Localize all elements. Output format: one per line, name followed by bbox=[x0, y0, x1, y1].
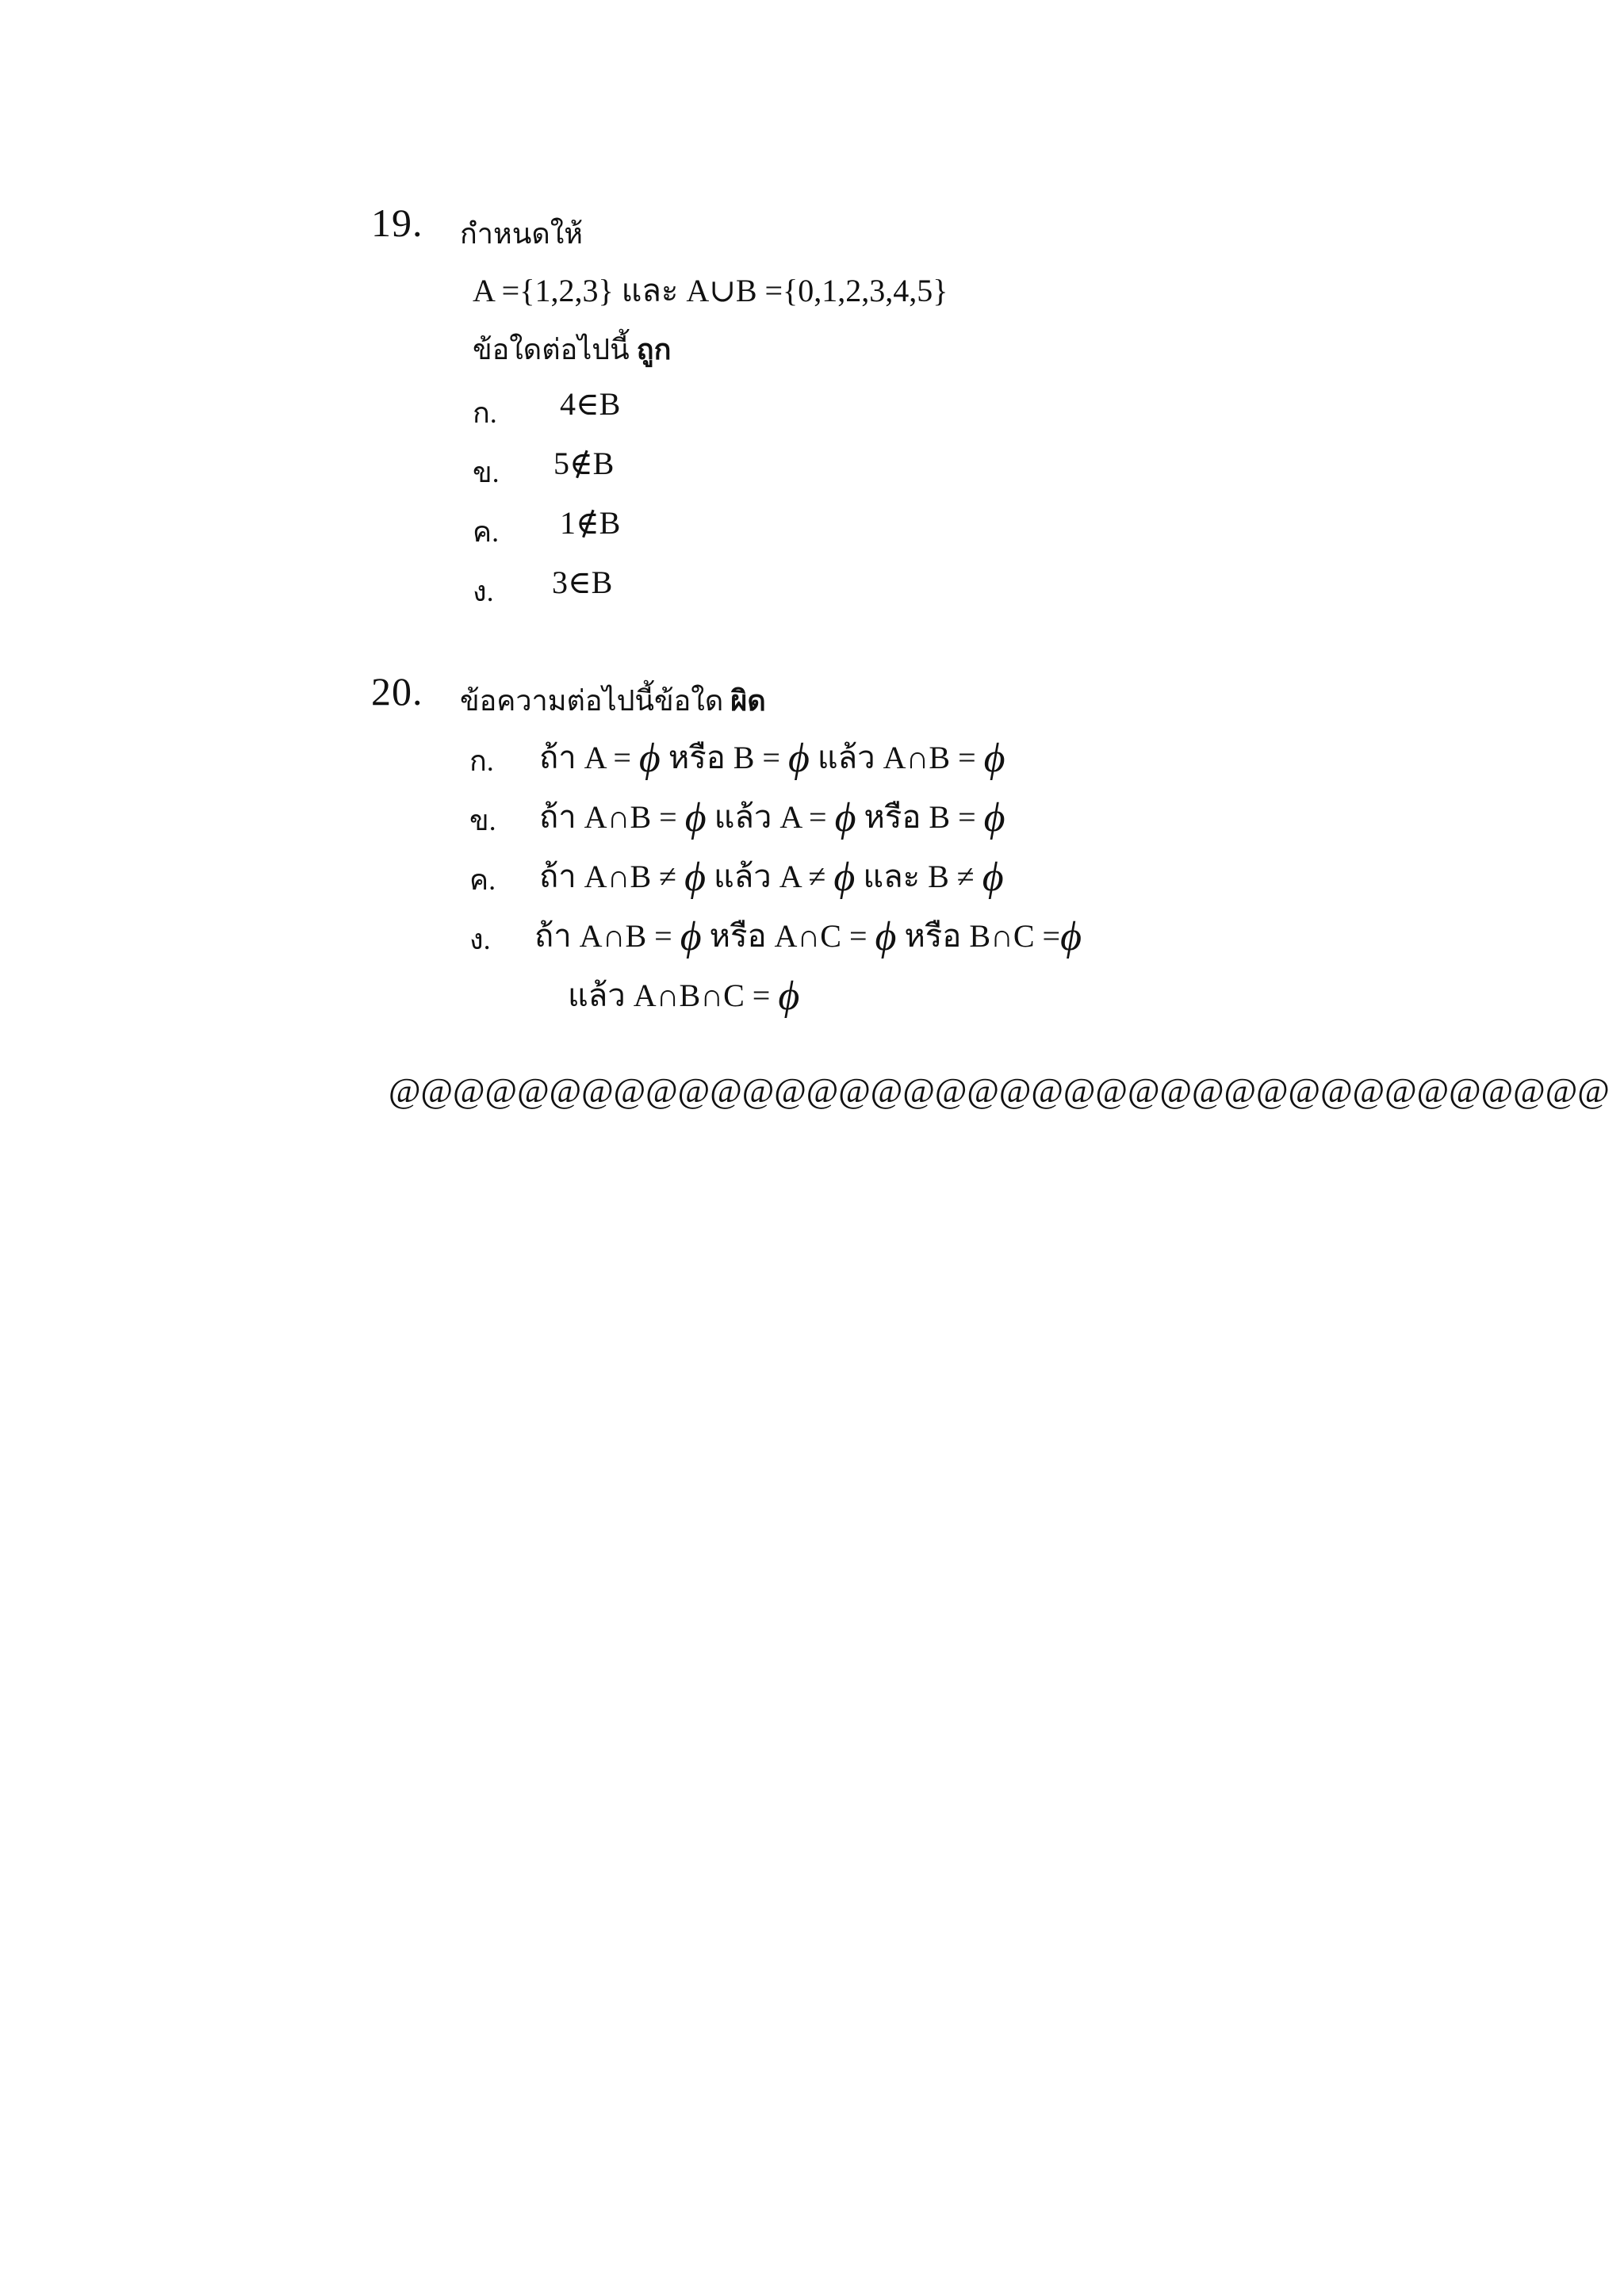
question-stem bbox=[460, 678, 766, 723]
option-text: ถ้า A∩B ≠ ϕ แล้ว A ≠ ϕ และ B ≠ ϕ bbox=[539, 855, 1004, 900]
prompt-text: ข้อใดต่อไปนี้ bbox=[473, 334, 630, 365]
option-label: ค. bbox=[469, 864, 496, 896]
given-statement: A ={1,2,3} และ A∪B ={0,1,2,3,4,5} bbox=[473, 273, 948, 308]
footer-separator: @@@@@@@@@@@@@@@@@@@@@@@@@@@@@@@@@@@@@@ bbox=[389, 1071, 1610, 1110]
empty-set-symbol: ϕ bbox=[638, 736, 661, 781]
empty-set-symbol: ϕ bbox=[684, 855, 707, 900]
empty-set-symbol: ϕ bbox=[680, 914, 702, 959]
option-text: 3∈B bbox=[552, 564, 613, 600]
option-continuation: แล้ว A∩B∩C = ϕ bbox=[568, 974, 800, 1019]
question-number: 20. bbox=[371, 669, 423, 714]
option-label: ง. bbox=[473, 576, 494, 607]
stem-emphasis: ผิด bbox=[730, 685, 766, 717]
empty-set-symbol: ϕ bbox=[982, 855, 1004, 900]
question-19 bbox=[371, 200, 1323, 612]
question-prompt bbox=[473, 327, 671, 372]
empty-set-symbol: ϕ bbox=[833, 855, 856, 900]
option-text: 1∉B bbox=[560, 505, 621, 541]
option-label: ก. bbox=[473, 397, 497, 429]
empty-set-symbol: ϕ bbox=[875, 914, 897, 959]
empty-set-symbol: ϕ bbox=[684, 795, 707, 840]
option-text: ถ้า A∩B = ϕ หรือ A∩C = ϕ หรือ B∩C =ϕ bbox=[534, 914, 1082, 959]
option-label: ก. bbox=[469, 745, 494, 777]
empty-set-symbol: ϕ bbox=[983, 736, 1005, 781]
option-text: ถ้า A∩B = ϕ แล้ว A = ϕ หรือ B = ϕ bbox=[539, 795, 1005, 840]
option-text: ถ้า A = ϕ หรือ B = ϕ แล้ว A∩B = ϕ bbox=[539, 736, 1005, 781]
stem-text: ข้อความต่อไปนี้ข้อใด bbox=[460, 685, 724, 717]
option-label: ข. bbox=[473, 457, 500, 488]
prompt-emphasis: ถูก bbox=[636, 334, 672, 365]
question-stem: กำหนดให้ bbox=[460, 218, 584, 250]
empty-set-symbol: ϕ bbox=[834, 795, 856, 840]
option-text: 4∈B bbox=[560, 386, 621, 422]
option-label: ง. bbox=[469, 924, 491, 955]
empty-set-symbol: ϕ bbox=[983, 795, 1005, 840]
question-20 bbox=[371, 668, 1402, 1017]
question-number: 19. bbox=[371, 201, 423, 245]
empty-set-symbol: ϕ bbox=[778, 974, 800, 1019]
option-label: ค. bbox=[473, 516, 500, 548]
option-text: 5∉B bbox=[553, 446, 615, 481]
empty-set-symbol: ϕ bbox=[1060, 914, 1082, 959]
option-label: ข. bbox=[469, 805, 496, 836]
empty-set-symbol: ϕ bbox=[787, 736, 810, 781]
